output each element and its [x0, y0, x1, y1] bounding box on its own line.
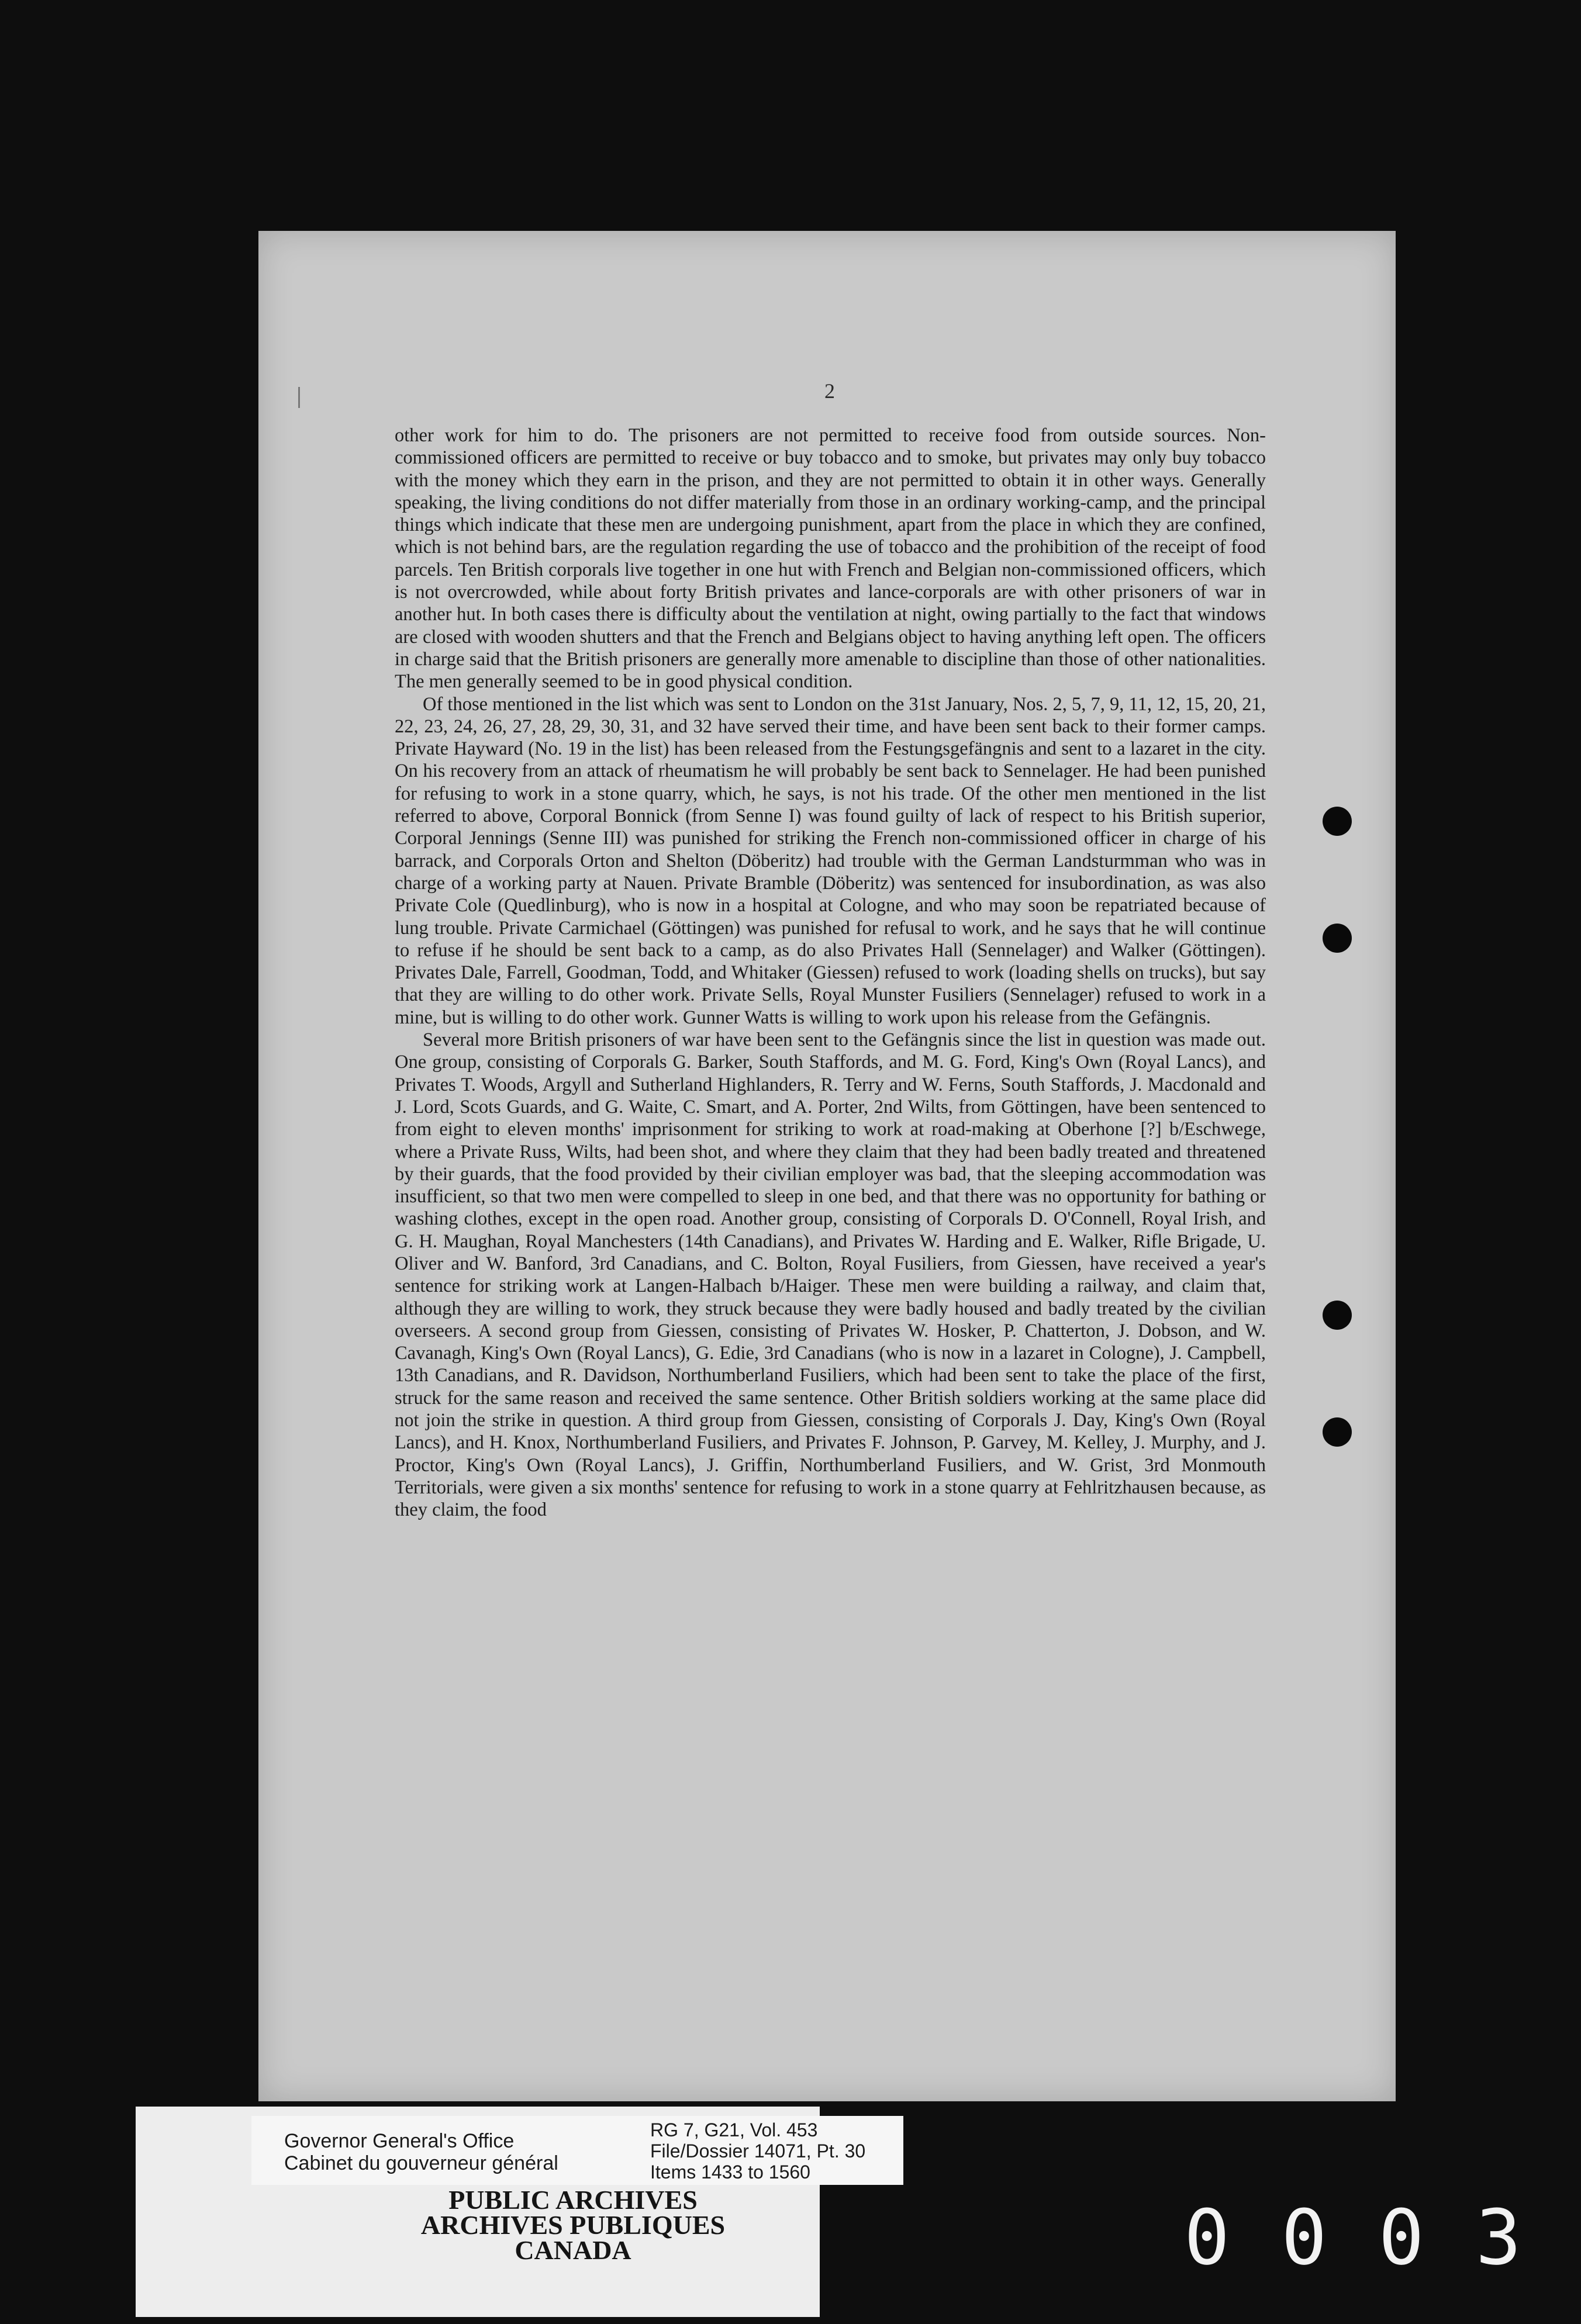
punch-hole — [1323, 807, 1352, 836]
office-name-fr: Cabinet du gouverneur général — [284, 2152, 558, 2174]
reference-numbers — [650, 2119, 865, 2183]
reference-line-3: Items 1433 to 1560 — [650, 2162, 810, 2183]
punch-hole — [1323, 1417, 1352, 1447]
margin-mark — [298, 387, 300, 408]
archives-stamp-line-2: ARCHIVES PUBLIQUES — [420, 2210, 726, 2240]
page-number: 2 — [824, 379, 835, 403]
punch-hole — [1323, 924, 1352, 953]
archives-stamp-line-1: PUBLIC ARCHIVES — [448, 2185, 698, 2215]
paragraph-3: Several more British prisoners of war have been sent to the Gefängnis since the list in question was made out. One group, consisting of Corporals G. Barker, South Staffords, and M. G. Ford, King's Own (Royal Lancs), and Privates T. Woods, Argyll and Sutherland Highlanders, R. Terry and W. Ferns, South Staffords, J. Macdonald and J. Lord, Scots Guards, and G. Waite, C. Smart, and A. Porter, 2nd Wilts, from Göttingen, have been sentenced to from eight to eleven months' imprisonment for striking to work at road-making at Oberhone [?] b/Eschwege, where a Private Russ, Wilts, had been shot, and where they claim that they had been badly treated and threatened by their guards, that the food provided by their civilian employer was bad, that the sleeping accommodation was insufficient, so that two men were compelled to sleep in one bed, and that there was no opportunity for bathing or washing clothes, except in the open road. Another group, consisting of Corporals D. O'Connell, Royal Irish, and G. H. Maughan, Royal Manchesters (14th Canadians), and Privates W. Harding and E. Walker, Rifle Brigade, U. Oliver and W. Banford, 3rd Canadians, and C. Bolton, Royal Fusiliers, from Giessen, have received a year's sentence for striking work at Langen-Halbach b/Haiger. These men were building a railway, and claim that, although they are willing to work, they struck because they were badly housed and badly treated by the civilian overseers. A second group from Giessen, consisting of Privates W. Hosker, P. Chatterton, J. Dobson, and W. Cavanagh, King's Own (Royal Lancs), G. Edie, 3rd Canadians (who is now in a lazaret in Cologne), J. Campbell, 13th Canadians, and R. Davidson, Northumberland Fusiliers, which had been sent to take the place of the first, struck for the same reason and received the same sentence. Other British soldiers working at the same place did not join the strike in question. A third group from Giessen, consisting of Corporals J. Day, King's Own (Royal Lancs), and H. Knox, Northumberland Fusiliers, and Privates F. Johnson, P. Garvey, M. Kelley, J. Murphy, and J. Proctor, King's Own (Royal Lancs), J. Griffin, Northumberland Fusiliers, and W. Grist, 3rd Monmouth Territorials, were given a six months' sentence for refusing to work in a stone quarry at Fehlritzhausen because, as they claim, the food — [395, 1029, 1266, 1521]
reference-line-2: File/Dossier 14071, Pt. 30 — [650, 2140, 866, 2162]
paragraph-2: Of those mentioned in the list which was sent to London on the 31st January, Nos. 2, 5, 7, 9, 11, 12, 15, 20, 21, 22, 23, 24, 26, 27, 28, 29, 30, 31, and 32 have served their time, and have been sent back to their former camps. Private Hayward (No. 19 in the list) has been released from the Festungsgefängnis and sent to a lazaret in the city. On his recovery from an attack of rheumatism he will probably be sent back to Sennelager. He had been punished for refusing to work in a stone quarry, which, he says, is not his trade. Of the other men mentioned in the list referred to above, Corporal Bonnick (from Senne I) was found guilty of lack of respect to his British superior, Corporal Jennings (Senne III) was punished for striking the French non-commissioned officer in charge of his barrack, and Corporals Orton and Shelton (Döberitz) had trouble with the German Landsturmman who was in charge of a working party at Nauen. Private Bramble (Döberitz) was sentenced for insubordination, as was also Private Cole (Quedlinburg), who is now in a hospital at Cologne, and who may soon be repatriated because of lung trouble. Private Carmichael (Göttingen) was punished for refusal to work, and he says that he will continue to refuse if he should be sent back to a camp, as do also Privates Hall (Sennelager) and Walker (Göttingen). Privates Dale, Farrell, Goodman, Todd, and Whitaker (Giessen) refused to work (loading shells on trucks), but say that they are willing to do other work. Private Sells, Royal Munster Fusiliers (Sennelager) refused to work in a mine, but is willing to do other work. Gunner Watts is willing to work upon his release from the Gefängnis. — [395, 693, 1266, 1028]
frame-number: 0003 — [1184, 2193, 1573, 2282]
office-names — [284, 2130, 558, 2174]
archive-reference-card — [251, 2116, 903, 2185]
reference-line-1: RG 7, G21, Vol. 453 — [650, 2119, 818, 2140]
office-name-en: Governor General's Office — [284, 2130, 515, 2152]
archives-stamp-line-3: CANADA — [515, 2235, 631, 2265]
paragraph-1: other work for him to do. The prisoners are not permitted to receive food from outside sources. Non-commissioned officers are permitted to receive or buy tobacco and to smoke, but privates may only buy tobacco with the money which they earn in the prison, and they are not permitted to obtain it in other ways. Generally speaking, the living conditions do not differ materially from those in an ordinary working-camp, and the principal things which indicate that these men are undergoing punishment, apart from the place in which they are confined, which is not behind bars, are the regulation regarding the use of tobacco and the prohibition of the receipt of food parcels. Ten British corporals live together in one hut with French and Belgian non-commissioned officers, which is not overcrowded, while about forty British privates and lance-corporals are with other prisoners of war in another hut. In both cases there is difficulty about the ventilation at night, owing partially to the fact that windows are closed with wooden shutters and that the French and Belgians object to having anything left open. The officers in charge said that the British prisoners are generally more amenable to discipline than those of other nationalities. The men generally seemed to be in good physical condition. — [395, 425, 1266, 693]
document-body — [395, 424, 1266, 1521]
archives-stamp — [409, 2187, 737, 2263]
punch-hole — [1323, 1301, 1352, 1330]
